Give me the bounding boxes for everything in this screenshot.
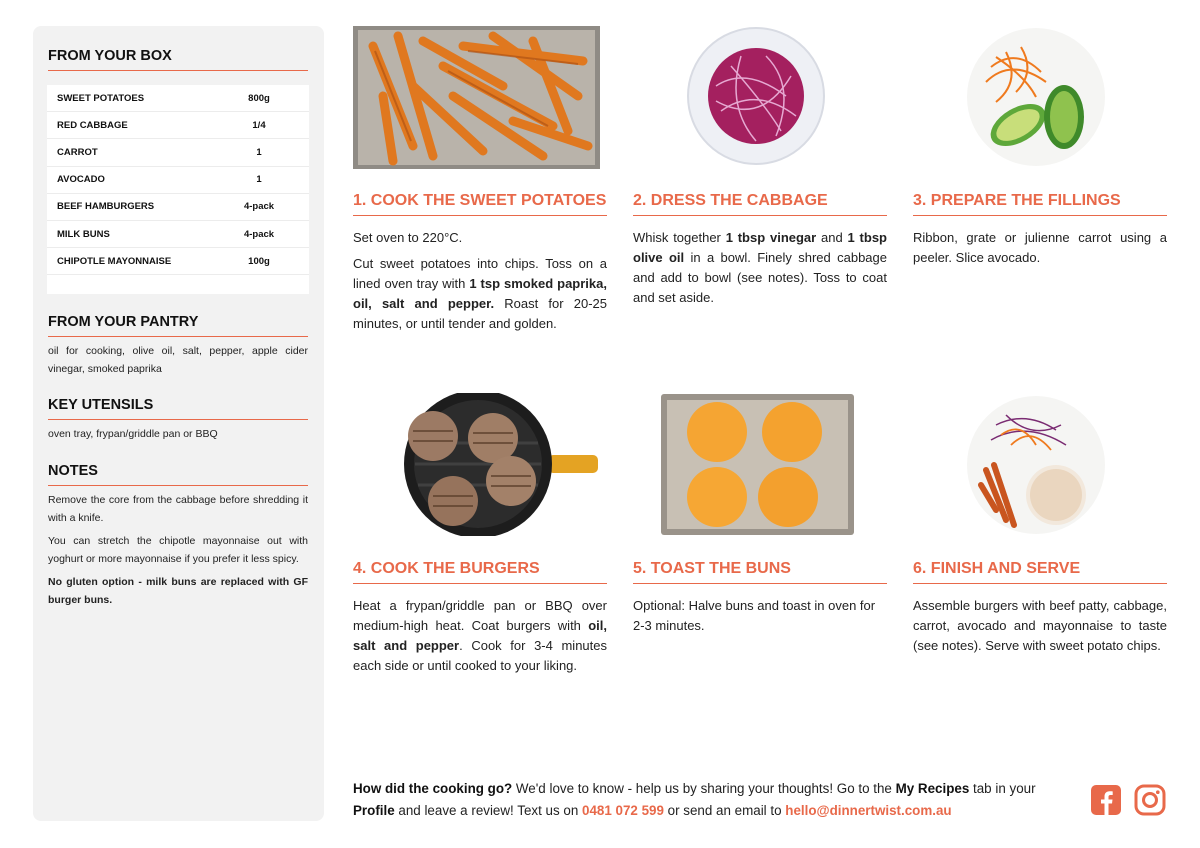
- table-row: [47, 194, 309, 221]
- step-6-text: Assemble burgers with beef patty, cabbage, carrot, avocado and mayonnaise to taste (see notes). Serve with sweet potato chips.: [913, 598, 1167, 653]
- step-3-body: [913, 228, 1167, 274]
- ingredient-name: RED CABBAGE: [57, 119, 128, 131]
- feedback-question: How did the cooking go?: [353, 781, 513, 796]
- ingredient-name: CHIPOTLE MAYONNAISE: [57, 255, 172, 267]
- facebook-icon[interactable]: [1090, 784, 1122, 816]
- ingredient-qty: 4-pack: [243, 201, 275, 213]
- step-5-title: 5. TOAST THE BUNS: [633, 560, 887, 584]
- ingredients-sidebar: [33, 26, 324, 821]
- step-5-text: Optional: Halve buns and toast in oven for 2-3 minutes.: [633, 598, 876, 633]
- email-link[interactable]: hello@dinnertwist.com.au: [785, 803, 952, 818]
- ingredient-qty: 1: [256, 174, 262, 186]
- step-3-title: 3. PREPARE THE FILLINGS: [913, 192, 1167, 216]
- notes-title: NOTES: [48, 463, 308, 486]
- step-1-title: 1. COOK THE SWEET POTATOES: [353, 192, 607, 216]
- step-1-text: Cut sweet potatoes into chips. Toss on a lined oven tray with 1 tsp smoked paprika, oil, salt and pepper. Roast for 20-25 minutes, or until tender and golden.: [353, 256, 607, 331]
- step-6-body: [913, 596, 1167, 662]
- table-row: [47, 167, 309, 194]
- pantry-text: oil for cooking, olive oil, salt, pepper, apple cider vinegar, smoked paprika: [48, 345, 308, 375]
- step-4-title: 4. COOK THE BURGERS: [353, 560, 607, 584]
- box-title: FROM YOUR BOX: [48, 48, 308, 71]
- step-4-body: [353, 596, 607, 682]
- ingredient-qty: 4-pack: [243, 228, 275, 240]
- ingredient-qty: 800g: [248, 92, 270, 104]
- ingredient-qty: 1/4: [252, 119, 266, 131]
- note: You can stretch the chipotle mayonnaise out with yoghurt or more mayonnaise if you prefer it less spicy.: [48, 535, 308, 565]
- step-2-text: Whisk together 1 tbsp vinegar and 1 tbsp olive oil in a bowl. Finely shred cabbage and add to bowl (see notes). Toss to coat and set aside.: [633, 230, 887, 305]
- ingredient-name: AVOCADO: [57, 174, 105, 186]
- table-row: [47, 112, 309, 139]
- griddle-burgers-image: [373, 393, 600, 536]
- step-2-body: [633, 228, 887, 314]
- pantry-title: FROM YOUR PANTRY: [48, 314, 308, 337]
- utensils-text: oven tray, frypan/griddle pan or BBQ: [48, 428, 218, 440]
- ingredient-name: BEEF HAMBURGERS: [57, 201, 155, 213]
- note: No gluten option - milk buns are replaced with GF burger buns.: [48, 576, 308, 606]
- phone-link[interactable]: 0481 072 599: [582, 803, 664, 818]
- ingredient-qty: 100g: [248, 255, 270, 267]
- step-4-text: Heat a frypan/griddle pan or BBQ over medium-high heat. Coat burgers with oil, salt and pepper. Cook for 3-4 minutes each side or until cooked to your liking.: [353, 598, 608, 673]
- ingredient-name: CARROT: [57, 146, 98, 158]
- step-6-title: 6. FINISH AND SERVE: [913, 560, 1167, 584]
- ingredient-name: MILK BUNS: [57, 228, 110, 240]
- notes-list: [48, 492, 308, 615]
- carrot-avocado-image: [966, 27, 1106, 167]
- box-ingredients-table: [47, 85, 309, 294]
- table-row: [47, 248, 309, 275]
- step-2-title: 2. DRESS THE CABBAGE: [633, 192, 887, 216]
- feedback-footer: How did the cooking go? We'd love to know - help us by sharing your thoughts! Go to the My Recipes tab in your Profile and leave a review! Text us on 0481 072 599 or send an email to hello@dinnertwist.com.au: [353, 781, 1036, 818]
- step-5-body: [633, 596, 887, 642]
- my-recipes-link[interactable]: My Recipes: [895, 781, 970, 796]
- profile-link[interactable]: Profile: [353, 803, 395, 818]
- table-row: [47, 85, 309, 112]
- red-cabbage-image: [686, 26, 826, 166]
- ingredient-qty: 1: [256, 146, 262, 158]
- note: Remove the core from the cabbage before shredding it with a knife.: [48, 494, 308, 524]
- instagram-icon[interactable]: [1134, 784, 1166, 816]
- sweet-potato-chips-image: [353, 26, 600, 169]
- toasted-buns-image: [660, 393, 855, 536]
- step-1-text: Set oven to 220°C.: [353, 230, 463, 245]
- ingredient-name: SWEET POTATOES: [57, 92, 145, 104]
- step-1-body: [353, 228, 607, 340]
- table-row: [47, 221, 309, 248]
- step-3-text: Ribbon, grate or julienne carrot using a peeler. Slice avocado.: [913, 230, 1167, 265]
- finished-burger-image: [966, 395, 1106, 535]
- utensils-title: KEY UTENSILS: [48, 397, 308, 420]
- table-row: [47, 139, 309, 166]
